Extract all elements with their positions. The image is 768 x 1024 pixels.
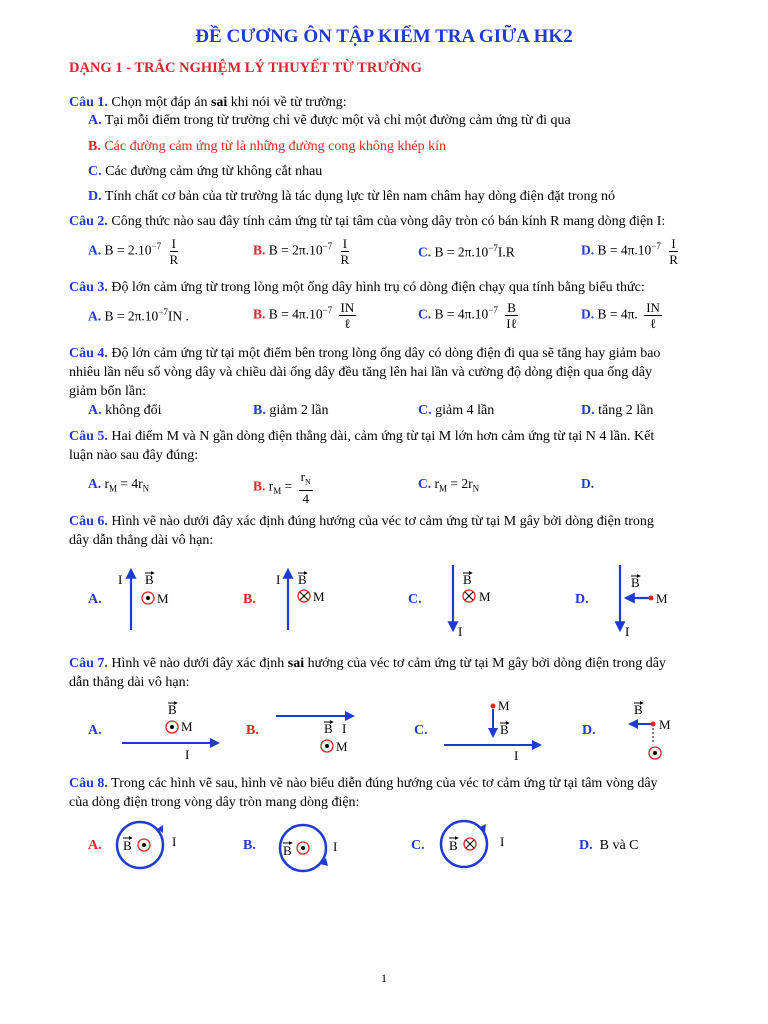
current-label: I xyxy=(185,747,190,762)
q2-option-c[interactable]: C. $B = 2\pi.10^{-7}I.R$ xyxy=(418,243,515,260)
point-m-label: M xyxy=(656,591,668,606)
q6-diagram-a xyxy=(118,570,169,630)
point-m-label: M xyxy=(498,698,510,713)
b-vector-label: B xyxy=(283,843,292,858)
q3-option-d[interactable]: D. B = 4π. $\frac{IN}{\text{ℓ}}$ xyxy=(581,300,660,331)
q8-diagram-c xyxy=(441,821,504,867)
question-2: Câu 2. Công thức nào sau đây tính cảm ứng từ tại tâm của vòng dây tròn có bán kính R mang dòng điện I: xyxy=(69,214,666,229)
q7-option-d[interactable]: D. xyxy=(582,723,596,738)
b-vector-label: B xyxy=(298,572,307,587)
current-label: I xyxy=(514,748,519,763)
question-7-line2: dẫn thẳng dài vô hạn: xyxy=(69,675,190,690)
q8-diagram-b xyxy=(280,825,337,871)
point-m-label: M xyxy=(336,739,348,754)
q7-diagram-d xyxy=(630,702,671,759)
current-label: I xyxy=(342,721,347,736)
q4-option-c[interactable]: C. giảm 4 lần xyxy=(418,403,495,418)
question-6-line2: dây dẫn thẳng dài vô hạn: xyxy=(69,533,214,548)
q6-option-d[interactable]: D. xyxy=(575,592,589,607)
q3-option-b[interactable]: B. $B = 4\pi.10^{-7}$ $\frac{IN}{\text{ℓ}}$ xyxy=(253,300,355,331)
current-label: I xyxy=(172,834,177,849)
q4-option-d[interactable]: D. tăng 2 lần xyxy=(581,403,654,418)
question-5: Câu 5. Hai điểm M và N gần dòng điện thẳng dài, cảm ứng từ tại M lớn hơn cảm ứng từ tại N 4 lần. Kết xyxy=(69,429,655,444)
point-m-label: M xyxy=(181,719,193,734)
q4-option-b[interactable]: B. giảm 2 lần xyxy=(253,403,329,418)
q4-option-a[interactable]: A. không đổi xyxy=(88,403,162,418)
q1-option-c[interactable]: C. Các đường cảm ứng từ không cắt nhau xyxy=(88,164,323,179)
q6-option-a[interactable]: A. xyxy=(88,592,102,607)
question-7: Câu 7. Hình vẽ nào dưới đây xác định sai hướng của véc tơ cảm ứng từ tại M gây bởi dòng điện trong dây xyxy=(69,656,666,671)
question-3: Câu 3. Độ lớn cảm ứng từ trong lòng một ống dây hình trụ có dòng điện chạy qua tính bằng biểu thức: xyxy=(69,280,645,295)
q1-option-d[interactable]: D. Tính chất cơ bản của từ trường là tác dụng lực từ lên nam châm hay dòng điện đặt trong nó xyxy=(88,189,615,204)
point-m-label: M xyxy=(157,591,169,606)
q6-diagram-d xyxy=(620,565,668,639)
b-vector-label: B xyxy=(500,722,509,737)
point-m-label: M xyxy=(659,717,671,732)
q7-option-b[interactable]: B. xyxy=(246,723,259,738)
question-4-line3: giảm bốn lần: xyxy=(69,384,146,399)
q1-option-b[interactable]: B. Các đường cảm ứng từ là những đường cong không khép kín xyxy=(88,139,446,154)
question-6: Câu 6. Hình vẽ nào dưới đây xác định đúng hướng của véc tơ cảm ứng từ tại M gây bởi dòng điện trong xyxy=(69,514,654,529)
b-vector-label: B xyxy=(123,838,132,853)
q8-option-d[interactable]: D. B và C xyxy=(579,838,639,853)
q7-option-c[interactable]: C. xyxy=(414,723,428,738)
question-1: Câu 1. Chọn một đáp án sai khi nói về từ trường: xyxy=(69,95,347,110)
q8-option-c[interactable]: C. xyxy=(411,838,425,853)
question-8-line2: của dòng điện trong vòng dây tròn mang dòng điện: xyxy=(69,795,360,810)
current-label: I xyxy=(118,572,123,587)
q8-option-b[interactable]: B. xyxy=(243,838,256,853)
current-label: I xyxy=(458,624,463,639)
current-label: I xyxy=(625,624,630,639)
q7-diagram-c xyxy=(444,698,540,763)
question-8: Câu 8. Trong các hình vẽ sau, hình vẽ nào biểu diễn đúng hướng của véc tơ cảm ứng từ tại tâm vòng dây xyxy=(69,776,658,791)
q5-option-b[interactable]: B. $r_M$ = $\frac{r_N}{4}$ xyxy=(253,469,311,506)
q1-option-a[interactable]: A. Tại mỗi điểm trong từ trường chỉ vẽ được một và chỉ một đường cảm ứng từ đi qua xyxy=(88,113,571,128)
b-vector-label: B xyxy=(145,572,154,587)
q2-option-d[interactable]: D. $B = 4\pi.10^{-7}$ $\frac{I}{R}$ xyxy=(581,236,678,267)
q5-option-c[interactable]: C. $r_M = 2r_N$ xyxy=(418,476,480,494)
q7-option-a[interactable]: A. xyxy=(88,723,102,738)
q7-diagram-a xyxy=(122,702,218,762)
q2-option-b[interactable]: B. $B = 2\pi.10^{-7}$ $\frac{I}{R}$ xyxy=(253,236,350,267)
b-vector-label: B xyxy=(631,575,640,590)
current-label: I xyxy=(333,839,338,854)
q2-option-a[interactable]: A. $B = 2.10^{-7}$ $\frac{I}{R}$ xyxy=(88,236,179,267)
q6-option-b[interactable]: B. xyxy=(243,592,256,607)
question-5-line2: luận nào sau đây đúng: xyxy=(69,448,199,463)
section-subtitle: DẠNG 1 - TRẮC NGHIỆM LÝ THUYẾT TỪ TRƯỜNG xyxy=(69,60,422,76)
b-vector-label: B xyxy=(463,572,472,587)
q7-diagram-b xyxy=(276,716,353,754)
current-label: I xyxy=(500,834,505,849)
q5-option-a[interactable]: A. $r_M = 4r_N$ xyxy=(88,476,150,494)
b-vector-label: B xyxy=(634,702,643,717)
b-vector-label: B xyxy=(324,721,333,736)
q6-diagram-c xyxy=(453,565,491,639)
page-number: 1 xyxy=(381,971,387,985)
point-m-label: M xyxy=(479,589,491,604)
page-title: ĐỀ CƯƠNG ÔN TẬP KIỂM TRA GIỮA HK2 xyxy=(195,26,573,47)
current-label: I xyxy=(276,572,281,587)
q6-option-c[interactable]: C. xyxy=(408,592,422,607)
q3-option-a[interactable]: A. $B = 2\pi.10^{-7}IN$ . xyxy=(88,307,189,324)
question-4-line2: nhiêu lần nếu số vòng dây và chiều dài ống dây đều tăng lên hai lần và cường độ dòng điện qua ống dây xyxy=(69,365,653,380)
q8-diagram-a xyxy=(117,822,176,868)
b-vector-label: B xyxy=(449,838,458,853)
point-m-label: M xyxy=(313,589,325,604)
q3-option-c[interactable]: C. $B = 4\pi.10^{-7}$ $\frac{B}{\text{Iℓ}}$ xyxy=(418,300,517,331)
question-4: Câu 4. Độ lớn cảm ứng từ tại một điểm bên trong lòng ống dây có dòng điện đi qua sẽ tăng hay giảm bao xyxy=(69,346,661,361)
q5-option-d[interactable]: D. xyxy=(581,476,595,491)
b-vector-label: B xyxy=(168,702,177,717)
q8-option-a[interactable]: A. xyxy=(88,838,102,853)
q6-diagram-b xyxy=(276,570,325,630)
